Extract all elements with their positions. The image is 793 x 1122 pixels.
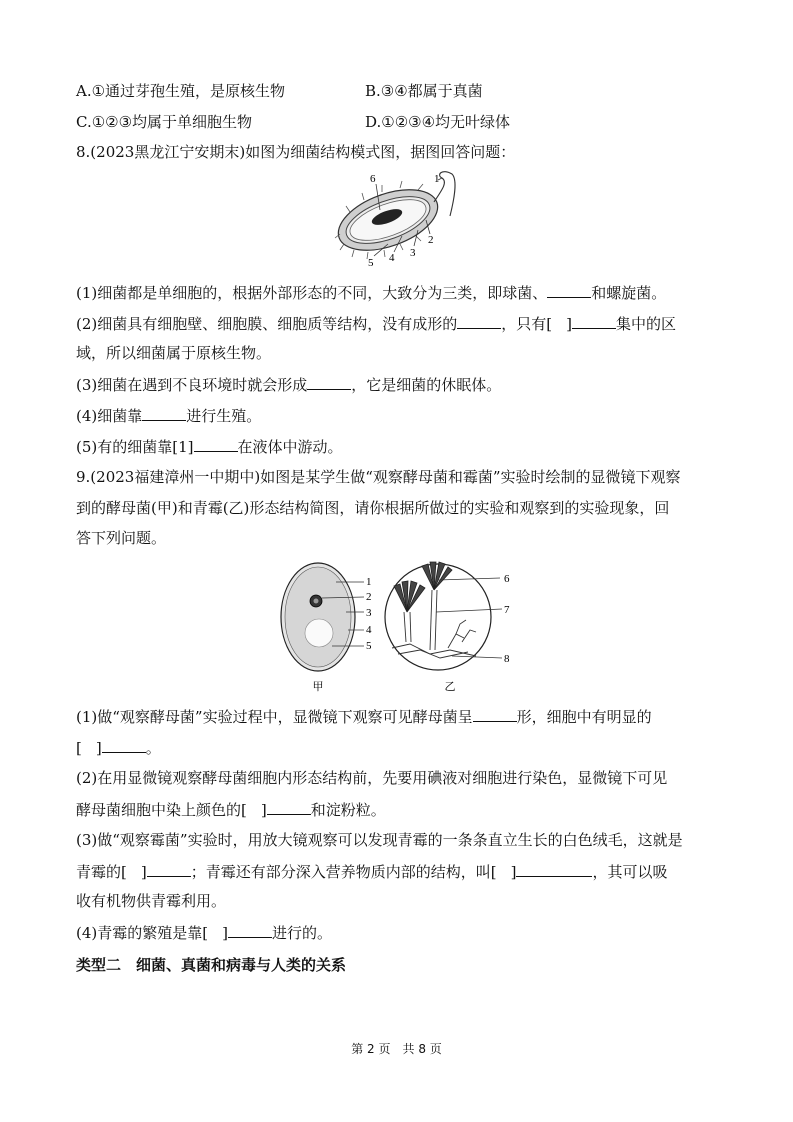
bacteria-figure xyxy=(330,170,470,272)
yeast-label-3: 3 xyxy=(366,607,372,619)
option-d-text: D.①②③④均无叶绿体 xyxy=(365,113,511,131)
q8-part5 xyxy=(76,436,343,457)
yeast-vacuole xyxy=(305,619,333,647)
q8-stem xyxy=(76,142,515,162)
q8-part2-cont xyxy=(76,343,271,363)
penicillium-label-7: 7 xyxy=(504,604,510,616)
q9-part3-text-a: (3)做“观察霉菌”实验时，用放大镜观察可以发现青霉的一条条直立生长的白色绒毛，这就是 xyxy=(76,831,683,849)
answer-blank[interactable] xyxy=(142,405,186,421)
q8-part4 xyxy=(76,405,261,426)
q9-part3-text-g: 收有机物供青霉利用。 xyxy=(76,892,227,910)
option-b xyxy=(365,81,483,101)
q9-part1-text-c: [ xyxy=(76,739,82,757)
q9-part2-cont xyxy=(76,799,386,820)
option-a xyxy=(76,81,285,101)
yeast-label-4: 4 xyxy=(366,624,372,636)
q9-part2-text-b: 酵母菌细胞中染上颜色的[ xyxy=(76,801,247,819)
answer-blank[interactable] xyxy=(516,861,592,877)
answer-blank[interactable] xyxy=(147,861,191,877)
answer-blank[interactable] xyxy=(572,313,616,329)
q8-part4-text-a: (4)细菌靠 xyxy=(76,407,143,425)
q9-part1-text-a: (1)做“观察酵母菌”实验过程中，显微镜下观察可见酵母菌呈 xyxy=(76,708,473,726)
yeast-label-1: 1 xyxy=(366,576,372,588)
q8-part2-text-b: ，只有[ xyxy=(501,315,553,333)
bacteria-label-1: 1 xyxy=(434,173,440,185)
q9-stem-text-3: 答下列问题。 xyxy=(76,529,167,547)
q8-part2 xyxy=(76,313,676,334)
q8-part5-text-a: (5)有的细菌靠[1] xyxy=(76,438,194,456)
option-d xyxy=(365,112,510,132)
penicillium-label-6: 6 xyxy=(504,573,510,585)
q8-part5-text-b: 在液体中游动。 xyxy=(237,438,343,456)
q9-stem-line2 xyxy=(76,498,669,518)
q8-part2-text-c: ] xyxy=(566,315,572,333)
q8-part3 xyxy=(76,374,501,395)
answer-blank[interactable] xyxy=(228,922,272,938)
q9-part1 xyxy=(76,706,652,727)
q9-part3-text-f: ，其可以吸 xyxy=(592,863,668,881)
q9-part3-text-c: ] xyxy=(140,863,147,881)
section-heading xyxy=(76,955,346,975)
yeast-label-5: 5 xyxy=(366,640,372,652)
q8-part2-text-d: 集中的区 xyxy=(615,315,676,333)
section-heading-text: 类型二 细菌、真菌和病毒与人类的关系 xyxy=(76,956,347,974)
q9-part2 xyxy=(76,768,667,788)
bacteria-label-5: 5 xyxy=(368,257,374,269)
q9-part1-text-b: 形，细胞中有明显的 xyxy=(516,708,652,726)
caption-yi: 乙 xyxy=(444,680,456,693)
page-footer xyxy=(0,1040,793,1057)
q9-part3-cont xyxy=(76,861,667,882)
q9-part1-cont xyxy=(76,737,161,758)
q9-part4-text-b: ] xyxy=(222,924,228,942)
bacteria-label-2: 2 xyxy=(428,234,434,246)
option-a-text: A.①通过芽孢生殖，是原核生物 xyxy=(76,82,286,100)
q9-part3-text-e: ] xyxy=(510,863,517,881)
yeast-penicillium-figure xyxy=(280,560,520,698)
q8-part3-text-b: ，它是细菌的休眠体。 xyxy=(351,376,502,394)
option-c-text: C.①②③均属于单细胞生物 xyxy=(76,113,253,131)
q9-part4-text-a: (4)青霉的繁殖是靠[ xyxy=(76,924,209,942)
q8-part1 xyxy=(76,282,666,303)
yeast-nucleolus xyxy=(314,599,319,604)
q9-part3 xyxy=(76,830,683,850)
q9-stem-text-2: 到的酵母菌(甲)和青霉(乙)形态结构简图，请你根据所做过的实验和观察到的实验现象，回 xyxy=(76,499,670,517)
bacteria-label-4: 4 xyxy=(389,252,395,264)
answer-blank[interactable] xyxy=(267,799,311,815)
answer-blank[interactable] xyxy=(473,706,517,722)
page-number: 第 2 页 共 8 页 xyxy=(351,1042,442,1056)
q9-part1-text-d: ] xyxy=(95,739,102,757)
option-b-text: B.③④都属于真菌 xyxy=(365,82,483,100)
q9-part3-text-b: 青霉的[ xyxy=(76,863,127,881)
answer-blank[interactable] xyxy=(457,313,501,329)
bacteria-label-3: 3 xyxy=(410,247,416,259)
q8-part3-text-a: (3)细菌在遇到不良环境时就会形成 xyxy=(76,376,308,394)
q9-part1-text-e: 。 xyxy=(145,739,161,757)
q9-part3-text-d: ；青霉还有部分深入营养物质内部的结构，叫[ xyxy=(190,863,497,881)
penicillium-label-8: 8 xyxy=(504,653,510,665)
q8-part2-text-e: 域，所以细菌属于原核生物。 xyxy=(76,344,272,362)
q9-part3-cont2 xyxy=(76,891,226,911)
q9-part2-text-d: 和淀粉粒。 xyxy=(310,801,386,819)
q9-part4 xyxy=(76,922,332,943)
q9-part4-text-c: 进行的。 xyxy=(271,924,332,942)
answer-blank[interactable] xyxy=(194,436,238,452)
q8-part4-text-b: 进行生殖。 xyxy=(186,407,262,425)
q9-stem-line1 xyxy=(76,467,681,487)
answer-blank[interactable] xyxy=(307,374,351,390)
answer-blank[interactable] xyxy=(547,282,591,298)
q9-stem-line3 xyxy=(76,528,166,548)
q8-part1-text-a: (1)细菌都是单细胞的，根据外部形态的不同，大致分为三类，即球菌、 xyxy=(76,284,548,302)
caption-jia: 甲 xyxy=(312,680,324,693)
q9-stem-text-1: 9.(2023福建漳州一中期中)如图是某学生做“观察酵母菌和霉菌”实验时绘制的显微镜下观察 xyxy=(76,468,681,486)
q8-stem-text: 8.(2023黑龙江宁安期末)如图为细菌结构模式图，据图回答问题： xyxy=(76,143,516,161)
option-c xyxy=(76,112,252,132)
q8-part2-text-a: (2)细菌具有细胞壁、细胞膜、细胞质等结构，没有成形的 xyxy=(76,315,458,333)
answer-blank[interactable] xyxy=(102,737,146,753)
q8-part1-text-b: 和螺旋菌。 xyxy=(591,284,667,302)
q9-part2-text-a: (2)在用显微镜观察酵母菌细胞内形态结构前，先要用碘液对细胞进行染色，显微镜下可见 xyxy=(76,769,668,787)
yeast-label-2: 2 xyxy=(366,591,372,603)
bacteria-label-6: 6 xyxy=(370,173,376,185)
q9-part2-text-c: ] xyxy=(260,801,267,819)
